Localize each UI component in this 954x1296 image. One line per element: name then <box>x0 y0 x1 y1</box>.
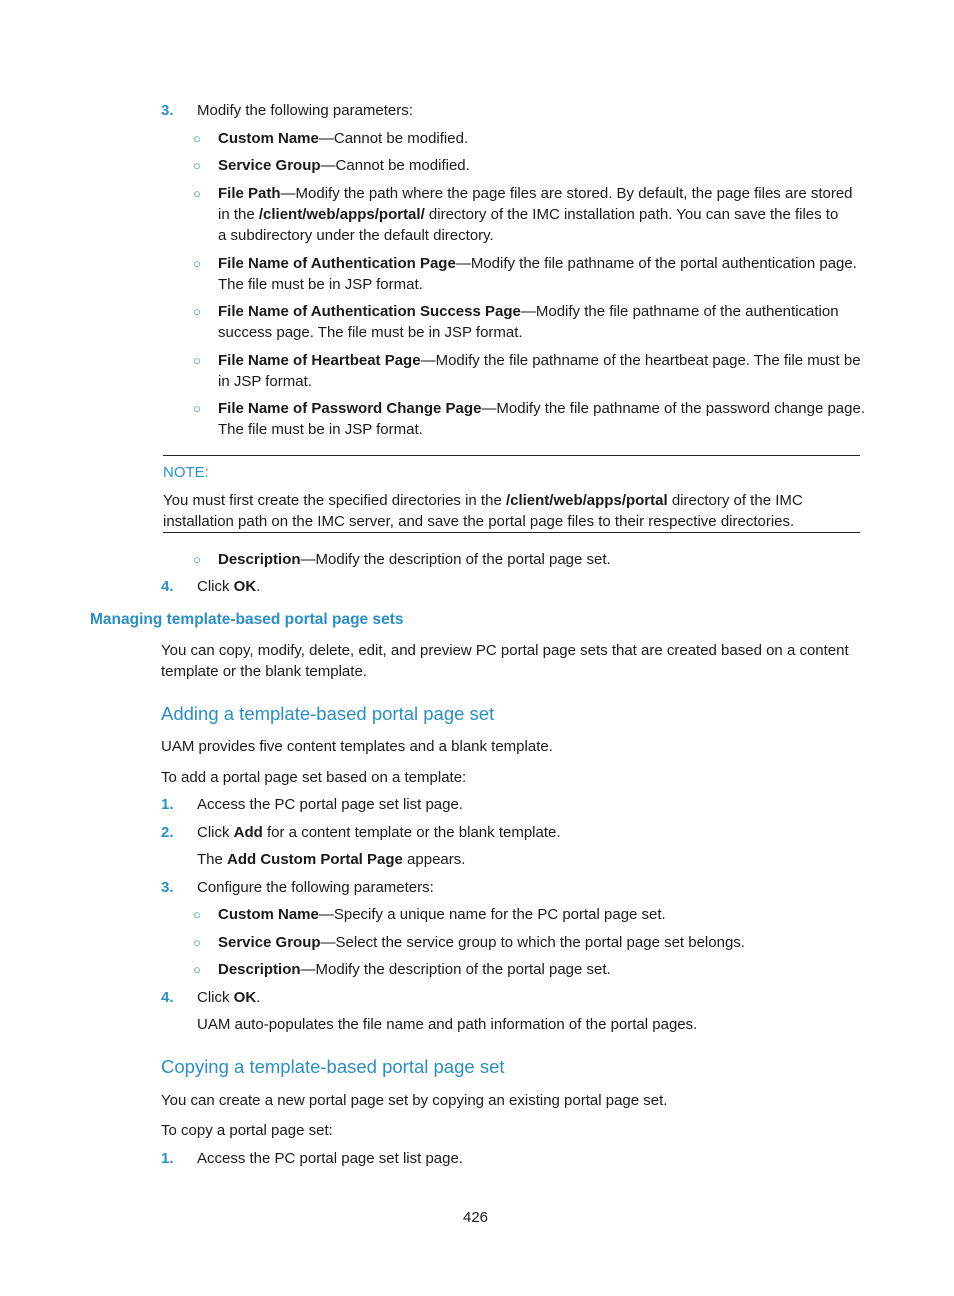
step-text: Access the PC portal page set list page. <box>197 1150 463 1167</box>
param-auth-page-line2: The file must be in JSP format. <box>218 276 423 293</box>
param-file-path: File Path—Modify the path where the page files are stored. By default, the page files are stored <box>218 185 853 202</box>
param-password-change-page-line2: The file must be in JSP format. <box>218 421 423 438</box>
bullet-icon: ○ <box>193 186 201 201</box>
step-number: 3. <box>161 102 174 119</box>
bullet-icon: ○ <box>193 131 201 146</box>
step-text: Click OK. <box>197 989 261 1006</box>
step-number: 2. <box>161 824 174 841</box>
note-text-line1: You must first create the specified directories in the /client/web/apps/portal directory of the IMC <box>163 492 803 509</box>
bullet-icon: ○ <box>193 353 201 368</box>
section-intro-line1: You can copy, modify, delete, edit, and preview PC portal page sets that are created based on a content <box>161 642 849 659</box>
subsection-heading-copying: Copying a template-based portal page set <box>161 1056 505 1077</box>
param-service-group: Service Group—Select the service group to which the portal page set belongs. <box>218 934 745 951</box>
note-top-rule <box>163 455 860 456</box>
step-text: Click Add for a content template or the blank template. <box>197 824 561 841</box>
paragraph: To copy a portal page set: <box>161 1122 333 1139</box>
step-text: Configure the following parameters: <box>197 879 434 896</box>
step-text: Click OK. <box>197 578 261 595</box>
paragraph: UAM provides five content templates and a blank template. <box>161 738 553 755</box>
param-auth-success-page: File Name of Authentication Success Page—Modify the file pathname of the authentication <box>218 303 839 320</box>
section-intro-line2: template or the blank template. <box>161 663 367 680</box>
step-subtext: The Add Custom Portal Page appears. <box>197 851 466 868</box>
param-file-path-line2: in the /client/web/apps/portal/ directory of the IMC installation path. You can save the files to <box>218 206 839 223</box>
bullet-icon: ○ <box>193 552 201 567</box>
step-number: 1. <box>161 1150 174 1167</box>
step-number: 3. <box>161 879 174 896</box>
param-custom-name: Custom Name—Cannot be modified. <box>218 130 469 147</box>
step-text: Modify the following parameters: <box>197 102 413 119</box>
param-description: Description—Modify the description of the portal page set. <box>218 961 611 978</box>
param-auth-success-page-line2: success page. The file must be in JSP format. <box>218 324 523 341</box>
step-text: Access the PC portal page set list page. <box>197 796 463 813</box>
note-text-line2: installation path on the IMC server, and save the portal page files to their respective directories. <box>163 513 795 530</box>
param-auth-page: File Name of Authentication Page—Modify the file pathname of the portal authentication page. <box>218 255 857 272</box>
param-custom-name: Custom Name—Specify a unique name for the PC portal page set. <box>218 906 666 923</box>
param-description: Description—Modify the description of the portal page set. <box>218 551 611 568</box>
step-subtext: UAM auto-populates the file name and path information of the portal pages. <box>197 1016 698 1033</box>
section-heading: Managing template-based portal page sets <box>90 611 404 628</box>
bullet-icon: ○ <box>193 907 201 922</box>
bullet-icon: ○ <box>193 304 201 319</box>
param-heartbeat-page-line2: in JSP format. <box>218 373 312 390</box>
step-number: 4. <box>161 578 174 595</box>
bullet-icon: ○ <box>193 401 201 416</box>
subsection-heading-adding: Adding a template-based portal page set <box>161 703 495 724</box>
bullet-icon: ○ <box>193 256 201 271</box>
param-service-group: Service Group—Cannot be modified. <box>218 157 470 174</box>
bullet-icon: ○ <box>193 962 201 977</box>
note-label: NOTE: <box>163 464 209 481</box>
param-password-change-page: File Name of Password Change Page—Modify the file pathname of the password change page. <box>218 400 865 417</box>
param-heartbeat-page: File Name of Heartbeat Page—Modify the file pathname of the heartbeat page. The file must be <box>218 352 861 369</box>
param-file-path-line3: a subdirectory under the default directory. <box>218 227 494 244</box>
step-number: 4. <box>161 989 174 1006</box>
paragraph: You can create a new portal page set by copying an existing portal page set. <box>161 1092 668 1109</box>
bullet-icon: ○ <box>193 158 201 173</box>
step-number: 1. <box>161 796 174 813</box>
bullet-icon: ○ <box>193 935 201 950</box>
note-bottom-rule <box>163 532 860 533</box>
page-number: 426 <box>463 1209 489 1226</box>
paragraph: To add a portal page set based on a template: <box>161 769 467 786</box>
